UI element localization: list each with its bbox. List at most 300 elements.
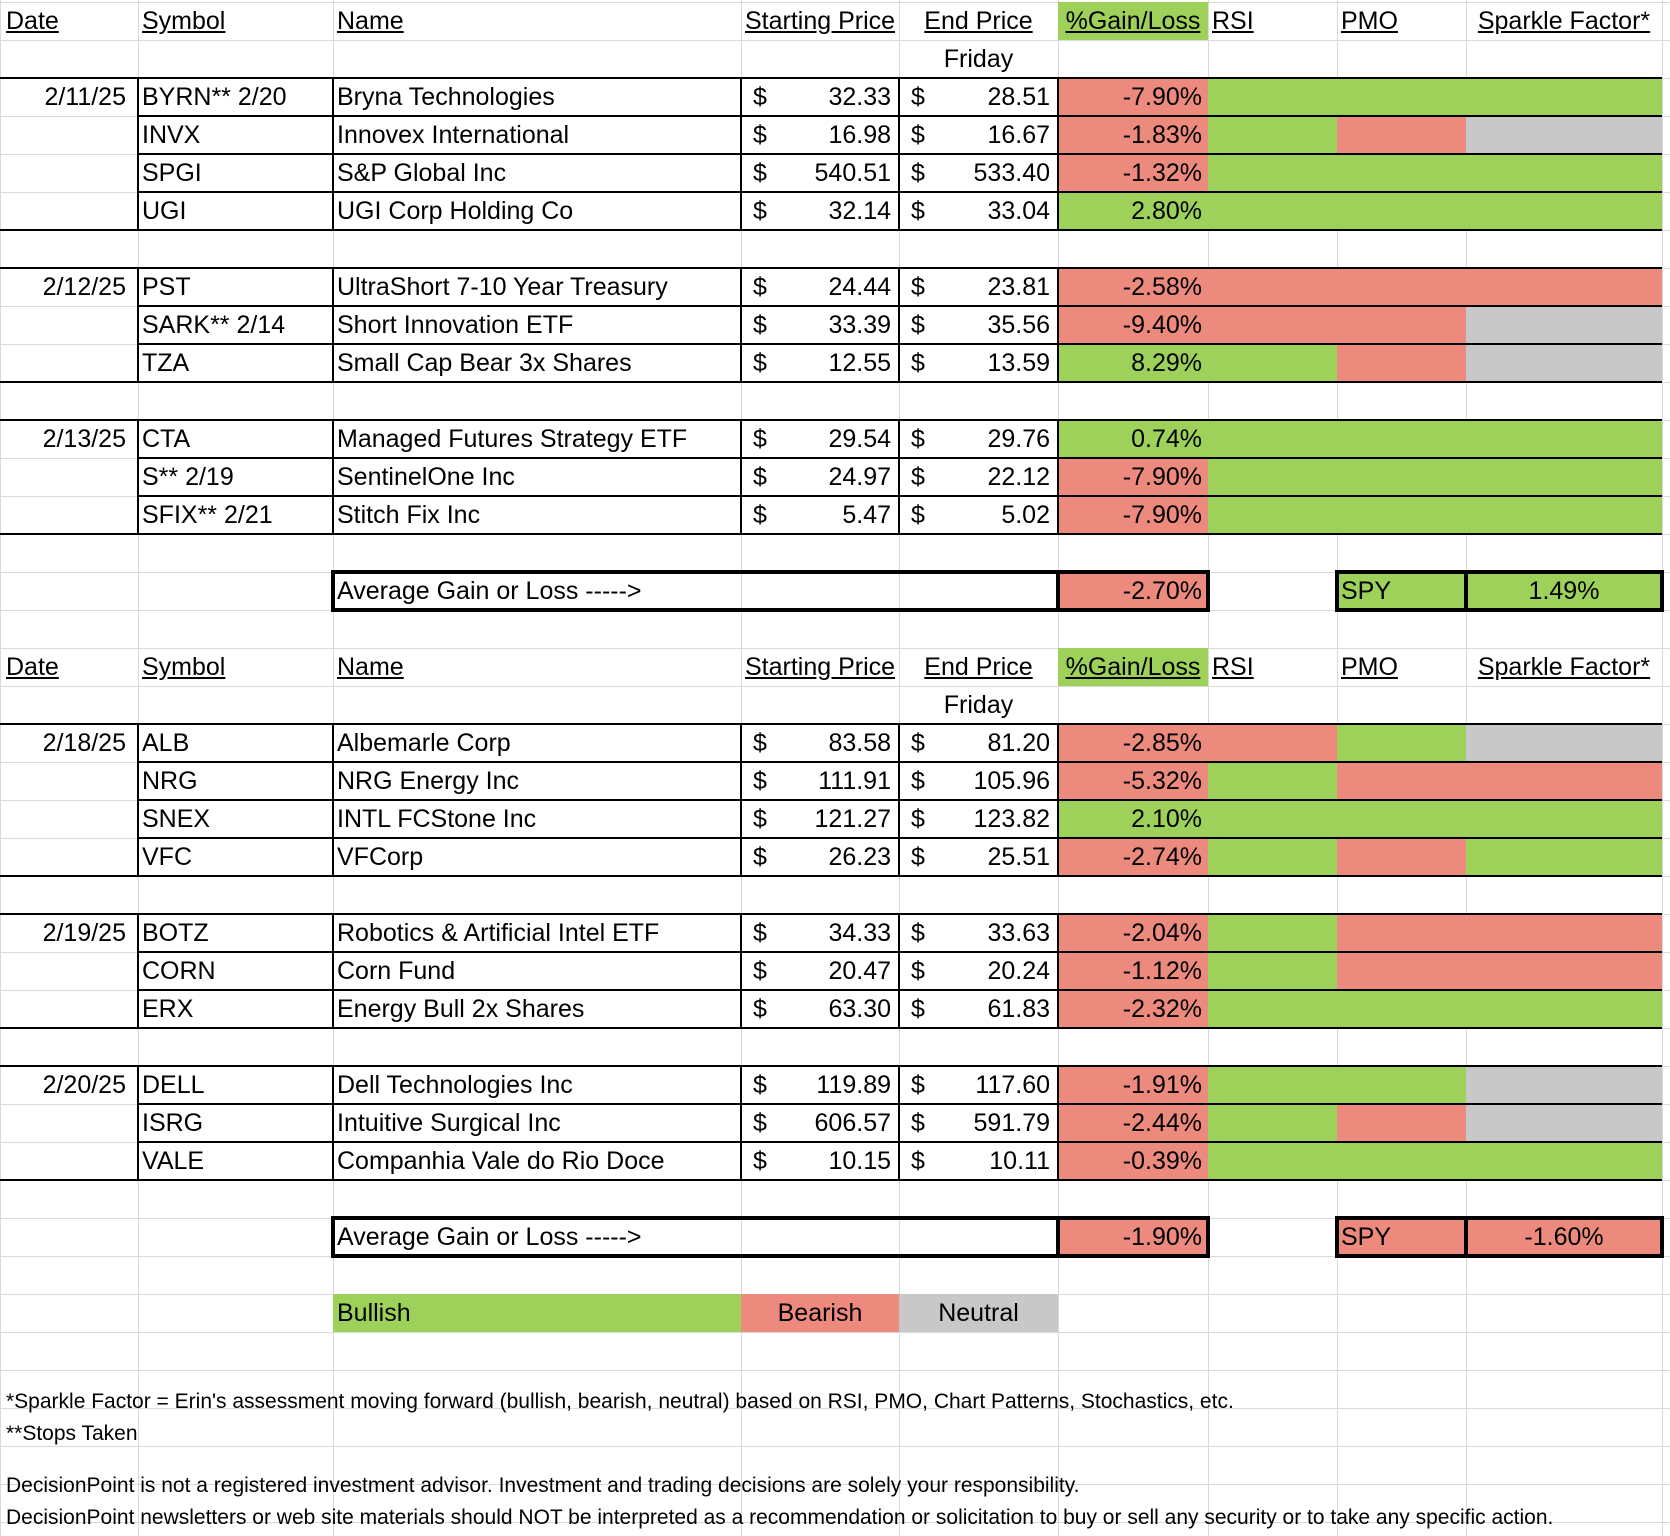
average-value: -1.90%: [1122, 1223, 1202, 1251]
pmo-cell: [1337, 724, 1466, 762]
group-bottom-border: [0, 229, 1662, 231]
header-gain-loss: %Gain/Loss: [1065, 653, 1201, 681]
gain-loss-value: -5.32%: [1122, 767, 1202, 795]
sparkle-cell: [1466, 914, 1662, 952]
gain-loss-value: -2.85%: [1122, 729, 1202, 757]
row-border: [138, 495, 1662, 497]
header-name: Name: [337, 653, 404, 681]
currency-symbol: $: [753, 349, 767, 377]
average-box-border: [331, 1216, 335, 1258]
rsi-cell: [1208, 1104, 1337, 1142]
symbol-cell: BOTZ: [142, 919, 209, 947]
starting-price-cell: 32.33: [828, 83, 891, 111]
currency-symbol: $: [753, 425, 767, 453]
header-friday: Friday: [943, 45, 1014, 73]
symbol-cell: ALB: [142, 729, 190, 757]
header-symbol: Symbol: [142, 653, 226, 681]
name-cell: Companhia Vale do Rio Doce: [337, 1147, 665, 1175]
starting-price-cell: 33.39: [828, 311, 891, 339]
name-cell: Innovex International: [337, 121, 570, 149]
currency-symbol: $: [911, 197, 925, 225]
currency-symbol: $: [753, 197, 767, 225]
row-border: [138, 1141, 1662, 1143]
pmo-cell: [1337, 1142, 1466, 1180]
gain-loss-value: 0.74%: [1131, 425, 1202, 453]
sparkle-cell: [1466, 116, 1662, 154]
end-price-cell: 28.51: [987, 83, 1050, 111]
sparkle-cell: [1466, 990, 1662, 1028]
starting-price-cell: 606.57: [814, 1109, 891, 1137]
header-date: Date: [6, 653, 59, 681]
currency-symbol: $: [753, 805, 767, 833]
end-price-cell: 123.82: [973, 805, 1050, 833]
spy-box-border: [1335, 570, 1664, 574]
starting-price-cell: 119.89: [816, 1071, 891, 1099]
gain-loss-value: -9.40%: [1122, 311, 1202, 339]
average-label: Average Gain or Loss ----->: [337, 577, 642, 605]
average-box-border: [1206, 570, 1210, 612]
column-border: [137, 914, 139, 1028]
spy-box-border: [1335, 608, 1664, 612]
rsi-cell: [1208, 724, 1337, 762]
name-cell: SentinelOne Inc: [337, 463, 515, 491]
spy-label: SPY: [1341, 1223, 1392, 1251]
name-cell: Stitch Fix Inc: [337, 501, 481, 529]
rsi-cell: [1208, 838, 1337, 876]
group-top-border: [0, 267, 1662, 269]
header-gain-loss: %Gain/Loss: [1065, 7, 1201, 35]
starting-price-cell: 12.55: [828, 349, 891, 377]
column-border: [898, 268, 900, 382]
name-cell: VFCorp: [337, 843, 424, 871]
currency-symbol: $: [911, 1071, 925, 1099]
end-price-cell: 105.96: [973, 767, 1050, 795]
row-border: [138, 989, 1662, 991]
name-cell: UltraShort 7-10 Year Treasury: [337, 273, 668, 301]
currency-symbol: $: [753, 1109, 767, 1137]
rsi-cell: [1208, 496, 1337, 534]
column-border: [137, 724, 139, 876]
end-price-cell: 33.63: [987, 919, 1050, 947]
column-border: [740, 724, 742, 876]
name-cell: Robotics & Artificial Intel ETF: [337, 919, 660, 947]
currency-symbol: $: [911, 83, 925, 111]
average-box-border: [331, 1254, 1210, 1258]
currency-symbol: $: [911, 501, 925, 529]
header-starting-price: Starting Price: [744, 653, 896, 681]
group-top-border: [0, 1065, 1662, 1067]
gridline-horizontal: [0, 40, 1670, 41]
pmo-cell: [1337, 458, 1466, 496]
end-price-cell: 13.59: [987, 349, 1050, 377]
date-cell: 2/12/25: [42, 273, 126, 301]
rsi-cell: [1208, 268, 1337, 306]
currency-symbol: $: [753, 159, 767, 187]
gain-loss-value: -2.74%: [1122, 843, 1202, 871]
gain-loss-value: -1.12%: [1122, 957, 1202, 985]
end-price-cell: 22.12: [987, 463, 1050, 491]
column-border: [332, 1066, 334, 1180]
name-cell: Dell Technologies Inc: [337, 1071, 573, 1099]
starting-price-cell: 34.33: [828, 919, 891, 947]
spy-value: -1.60%: [1524, 1223, 1604, 1251]
column-border: [332, 914, 334, 1028]
date-cell: 2/18/25: [42, 729, 126, 757]
symbol-cell: CTA: [142, 425, 191, 453]
row-border: [138, 799, 1662, 801]
pmo-cell: [1337, 952, 1466, 990]
average-box-border: [331, 570, 335, 612]
column-border: [740, 420, 742, 534]
pmo-cell: [1337, 990, 1466, 1028]
currency-symbol: $: [753, 83, 767, 111]
spy-box-border: [1464, 570, 1468, 612]
sparkle-factor-note: *Sparkle Factor = Erin's assessment moving forward (bullish, bearish, neutral) based on RSI, PMO, Chart Patterns, Stochastics, etc.: [6, 1390, 1234, 1413]
name-cell: INTL FCStone Inc: [337, 805, 537, 833]
symbol-cell: SNEX: [142, 805, 211, 833]
row-border: [138, 153, 1662, 155]
average-value: -2.70%: [1122, 577, 1202, 605]
currency-symbol: $: [911, 767, 925, 795]
symbol-cell: CORN: [142, 957, 216, 985]
sparkle-cell: [1466, 724, 1662, 762]
rsi-cell: [1208, 990, 1337, 1028]
end-price-cell: 5.02: [1001, 501, 1050, 529]
rsi-cell: [1208, 458, 1337, 496]
rsi-cell: [1208, 952, 1337, 990]
row-border: [138, 457, 1662, 459]
name-cell: Bryna Technologies: [337, 83, 555, 111]
starting-price-cell: 83.58: [828, 729, 891, 757]
header-starting-price: Starting Price: [744, 7, 896, 35]
sparkle-cell: [1466, 154, 1662, 192]
starting-price-cell: 63.30: [828, 995, 891, 1023]
currency-symbol: $: [911, 273, 925, 301]
rsi-cell: [1208, 914, 1337, 952]
currency-symbol: $: [911, 425, 925, 453]
rsi-cell: [1208, 154, 1337, 192]
column-border: [898, 1066, 900, 1180]
starting-price-cell: 24.97: [828, 463, 891, 491]
date-cell: 2/13/25: [42, 425, 126, 453]
starting-price-cell: 111.91: [818, 767, 891, 795]
name-cell: S&P Global Inc: [337, 159, 507, 187]
currency-symbol: $: [753, 501, 767, 529]
rsi-cell: [1208, 1142, 1337, 1180]
end-price-cell: 35.56: [987, 311, 1050, 339]
currency-symbol: $: [753, 1071, 767, 1099]
currency-symbol: $: [753, 843, 767, 871]
row-border: [138, 305, 1662, 307]
gain-loss-value: -1.32%: [1122, 159, 1202, 187]
header-end-price: End Price: [924, 653, 1033, 681]
name-cell: Albemarle Corp: [337, 729, 511, 757]
pmo-cell: [1337, 344, 1466, 382]
currency-symbol: $: [753, 121, 767, 149]
currency-symbol: $: [911, 311, 925, 339]
starting-price-cell: 32.14: [828, 197, 891, 225]
starting-price-cell: 121.27: [814, 805, 891, 833]
average-box-border: [1056, 1216, 1060, 1258]
name-cell: Intuitive Surgical Inc: [337, 1109, 561, 1137]
spy-box-border: [1660, 1216, 1664, 1258]
spy-value: 1.49%: [1528, 577, 1600, 605]
gain-loss-value: 2.80%: [1131, 197, 1202, 225]
spy-box-border: [1335, 570, 1339, 612]
rsi-cell: [1208, 420, 1337, 458]
column-border: [1057, 420, 1059, 534]
symbol-cell: VALE: [142, 1147, 205, 1175]
sparkle-cell: [1466, 420, 1662, 458]
end-price-cell: 23.81: [987, 273, 1050, 301]
name-cell: UGI Corp Holding Co: [337, 197, 574, 225]
currency-symbol: $: [911, 121, 925, 149]
average-box-border: [331, 570, 1210, 574]
header-friday: Friday: [943, 691, 1014, 719]
column-border: [898, 78, 900, 230]
currency-symbol: $: [911, 805, 925, 833]
column-border: [1057, 268, 1059, 382]
currency-symbol: $: [911, 729, 925, 757]
end-price-cell: 61.83: [987, 995, 1050, 1023]
gain-loss-value: 2.10%: [1131, 805, 1202, 833]
rsi-cell: [1208, 78, 1337, 116]
starting-price-cell: 29.54: [828, 425, 891, 453]
currency-symbol: $: [753, 273, 767, 301]
gain-loss-value: -7.90%: [1122, 83, 1202, 111]
group-bottom-border: [0, 381, 1662, 383]
symbol-cell: SARK** 2/14: [142, 311, 286, 339]
rsi-cell: [1208, 1066, 1337, 1104]
symbol-cell: BYRN** 2/20: [142, 83, 287, 111]
starting-price-cell: 26.23: [828, 843, 891, 871]
name-cell: Managed Futures Strategy ETF: [337, 425, 688, 453]
column-border: [898, 420, 900, 534]
sparkle-cell: [1466, 192, 1662, 230]
disclaimer-line-2: DecisionPoint newsletters or web site materials should NOT be interpreted as a recommendation or solicitation to buy or sell any security or to take any specific action.: [6, 1506, 1554, 1529]
end-price-cell: 533.40: [973, 159, 1050, 187]
row-border: [138, 191, 1662, 193]
group-bottom-border: [0, 1027, 1662, 1029]
starting-price-cell: 5.47: [842, 501, 891, 529]
group-top-border: [0, 419, 1662, 421]
date-cell: 2/20/25: [42, 1071, 126, 1099]
end-price-cell: 591.79: [973, 1109, 1050, 1137]
column-border: [137, 78, 139, 230]
header-symbol: Symbol: [142, 7, 226, 35]
spy-box-border: [1464, 1216, 1468, 1258]
header-name: Name: [337, 7, 404, 35]
starting-price-cell: 20.47: [828, 957, 891, 985]
sparkle-cell: [1466, 268, 1662, 306]
row-border: [138, 343, 1662, 345]
stops-taken-note: **Stops Taken: [6, 1422, 138, 1445]
sparkle-cell: [1466, 838, 1662, 876]
sparkle-cell: [1466, 762, 1662, 800]
gain-loss-value: -1.91%: [1122, 1071, 1202, 1099]
sparkle-cell: [1466, 800, 1662, 838]
gain-loss-value: -1.83%: [1122, 121, 1202, 149]
sparkle-cell: [1466, 496, 1662, 534]
column-border: [332, 420, 334, 534]
rsi-cell: [1208, 762, 1337, 800]
pmo-cell: [1337, 914, 1466, 952]
pmo-cell: [1337, 192, 1466, 230]
column-border: [137, 1066, 139, 1180]
rsi-cell: [1208, 306, 1337, 344]
column-border: [740, 78, 742, 230]
sparkle-cell: [1466, 344, 1662, 382]
currency-symbol: $: [753, 729, 767, 757]
row-border: [138, 115, 1662, 117]
gain-loss-value: -7.90%: [1122, 501, 1202, 529]
group-top-border: [0, 77, 1662, 79]
column-border: [332, 78, 334, 230]
pmo-cell: [1337, 306, 1466, 344]
spy-label: SPY: [1341, 577, 1392, 605]
column-border: [1057, 724, 1059, 876]
symbol-cell: S** 2/19: [142, 463, 234, 491]
group-bottom-border: [0, 875, 1662, 877]
gridline-horizontal: [0, 1370, 1670, 1371]
symbol-cell: TZA: [142, 349, 190, 377]
pmo-cell: [1337, 420, 1466, 458]
rsi-cell: [1208, 116, 1337, 154]
currency-symbol: $: [911, 159, 925, 187]
currency-symbol: $: [753, 463, 767, 491]
legend-bullish-label: Bullish: [337, 1299, 411, 1327]
group-bottom-border: [0, 533, 1662, 535]
gain-loss-value: -0.39%: [1122, 1147, 1202, 1175]
currency-symbol: $: [753, 995, 767, 1023]
pmo-cell: [1337, 1104, 1466, 1142]
date-cell: 2/11/25: [44, 83, 126, 111]
header-rsi: RSI: [1212, 7, 1254, 35]
currency-symbol: $: [911, 995, 925, 1023]
currency-symbol: $: [753, 311, 767, 339]
spy-box-border: [1335, 1216, 1664, 1220]
column-border: [1057, 914, 1059, 1028]
gain-loss-value: -7.90%: [1122, 463, 1202, 491]
starting-price-cell: 540.51: [814, 159, 891, 187]
symbol-cell: DELL: [142, 1071, 205, 1099]
column-border: [332, 268, 334, 382]
header-end-price: End Price: [924, 7, 1033, 35]
gain-loss-value: -2.58%: [1122, 273, 1202, 301]
sparkle-cell: [1466, 458, 1662, 496]
name-cell: NRG Energy Inc: [337, 767, 520, 795]
currency-symbol: $: [753, 919, 767, 947]
column-border: [137, 420, 139, 534]
gain-loss-value: -2.44%: [1122, 1109, 1202, 1137]
pmo-cell: [1337, 762, 1466, 800]
header-rsi: RSI: [1212, 653, 1254, 681]
pmo-cell: [1337, 116, 1466, 154]
name-cell: Energy Bull 2x Shares: [337, 995, 585, 1023]
rsi-cell: [1208, 344, 1337, 382]
header-sparkle-factor: Sparkle Factor*: [1477, 7, 1651, 35]
symbol-cell: VFC: [142, 843, 192, 871]
currency-symbol: $: [753, 1147, 767, 1175]
symbol-cell: SPGI: [142, 159, 202, 187]
symbol-cell: ERX: [142, 995, 194, 1023]
pmo-cell: [1337, 78, 1466, 116]
row-border: [138, 951, 1662, 953]
gain-loss-value: -2.04%: [1122, 919, 1202, 947]
sparkle-cell: [1466, 1066, 1662, 1104]
spy-box-border: [1335, 1216, 1339, 1258]
average-label: Average Gain or Loss ----->: [337, 1223, 642, 1251]
column-border: [740, 268, 742, 382]
currency-symbol: $: [911, 919, 925, 947]
currency-symbol: $: [911, 957, 925, 985]
spy-box-border: [1335, 1254, 1664, 1258]
end-price-cell: 117.60: [975, 1071, 1050, 1099]
currency-symbol: $: [911, 463, 925, 491]
sparkle-cell: [1466, 1142, 1662, 1180]
pmo-cell: [1337, 496, 1466, 534]
group-bottom-border: [0, 1179, 1662, 1181]
group-top-border: [0, 723, 1662, 725]
currency-symbol: $: [911, 843, 925, 871]
group-top-border: [0, 913, 1662, 915]
end-price-cell: 25.51: [987, 843, 1050, 871]
symbol-cell: SFIX** 2/21: [142, 501, 273, 529]
symbol-cell: NRG: [142, 767, 198, 795]
column-border: [332, 724, 334, 876]
rsi-cell: [1208, 192, 1337, 230]
starting-price-cell: 10.15: [828, 1147, 891, 1175]
gridline-horizontal: [0, 686, 1670, 687]
pmo-cell: [1337, 268, 1466, 306]
gain-loss-value: 8.29%: [1131, 349, 1202, 377]
symbol-cell: UGI: [142, 197, 187, 225]
average-box-border: [331, 608, 1210, 612]
column-border: [1057, 78, 1059, 230]
end-price-cell: 33.04: [987, 197, 1050, 225]
average-box-border: [1206, 1216, 1210, 1258]
header-date: Date: [6, 7, 59, 35]
symbol-cell: ISRG: [142, 1109, 204, 1137]
row-border: [138, 1103, 1662, 1105]
name-cell: Corn Fund: [337, 957, 456, 985]
header-sparkle-factor: Sparkle Factor*: [1477, 653, 1651, 681]
starting-price-cell: 24.44: [828, 273, 891, 301]
gain-loss-value: -2.32%: [1122, 995, 1202, 1023]
currency-symbol: $: [753, 957, 767, 985]
currency-symbol: $: [911, 349, 925, 377]
column-border: [898, 724, 900, 876]
pmo-cell: [1337, 800, 1466, 838]
pmo-cell: [1337, 838, 1466, 876]
sparkle-cell: [1466, 952, 1662, 990]
average-box-border: [331, 1216, 1210, 1220]
legend-neutral-label: Neutral: [938, 1299, 1019, 1327]
header-pmo: PMO: [1341, 653, 1398, 681]
name-cell: Small Cap Bear 3x Shares: [337, 349, 632, 377]
starting-price-cell: 16.98: [828, 121, 891, 149]
sparkle-cell: [1466, 306, 1662, 344]
column-border: [1057, 1066, 1059, 1180]
end-price-cell: 29.76: [987, 425, 1050, 453]
date-cell: 2/19/25: [42, 919, 126, 947]
legend-bearish-label: Bearish: [777, 1299, 863, 1327]
currency-symbol: $: [911, 1147, 925, 1175]
end-price-cell: 16.67: [987, 121, 1050, 149]
header-pmo: PMO: [1341, 7, 1398, 35]
column-border: [137, 268, 139, 382]
average-box-border: [1056, 570, 1060, 612]
